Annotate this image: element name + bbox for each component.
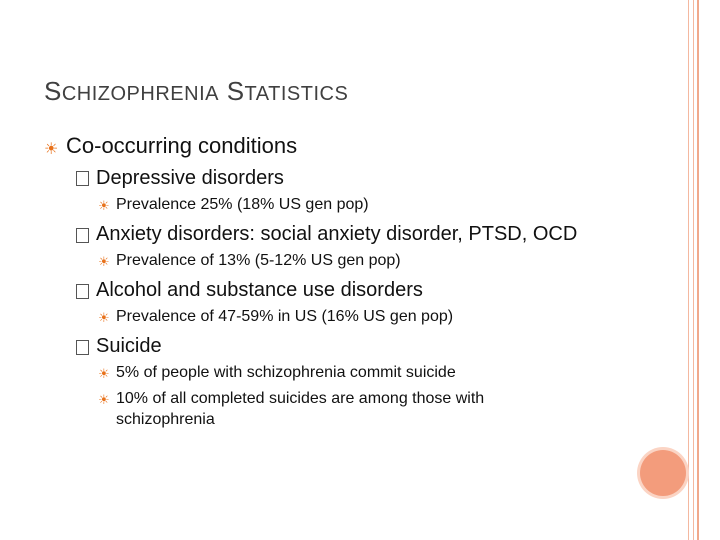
bullet-suicide-rate: 5% of people with schizophrenia commit suicide [116,364,456,381]
sun-bullet-icon: ☀ [98,366,110,381]
bullet-suicide-share-line2: schizophrenia [116,411,215,428]
bullet-alcohol-prevalence: Prevalence of 47-59% in US (16% US gen pop) [116,308,454,325]
checkbox-bullet-icon [76,171,89,186]
sun-bullet-icon: ☀ [98,310,110,325]
slide-title [44,76,348,107]
decorative-border-line [697,0,699,540]
bullet-suicide: Suicide [96,335,162,357]
sun-bullet-icon: ☀ [44,141,59,158]
bullet-alcohol: Alcohol and substance use disorders [96,279,423,301]
checkbox-bullet-icon [76,284,89,299]
bullet-suicide-share-line1: 10% of all completed suicides are among those with [116,390,485,407]
checkbox-bullet-icon [76,228,89,243]
sun-bullet-icon: ☀ [98,392,110,407]
title-cap-letter: S [226,76,245,106]
title-word: TATISTICS [244,83,349,105]
checkbox-bullet-icon [76,340,89,355]
bullet-anxiety-prevalence: Prevalence of 13% (5-12% US gen pop) [116,252,401,269]
sun-bullet-icon: ☀ [98,198,110,213]
bullet-co-occurring: Co-occurring conditions [66,133,298,158]
sun-bullet-icon: ☀ [98,254,110,269]
title-cap-letter: S [44,76,62,106]
decorative-border-line [688,0,689,540]
bullet-depressive: Depressive disorders [96,167,284,189]
title-word: CHIZOPHRENIA [61,83,219,105]
bullet-anxiety: Anxiety disorders: social anxiety disorder, PTSD, OCD [96,223,578,245]
bullet-depressive-prevalence: Prevalence 25% (18% US gen pop) [116,196,369,213]
decorative-border-line [693,0,694,540]
decorative-circle [640,450,686,496]
